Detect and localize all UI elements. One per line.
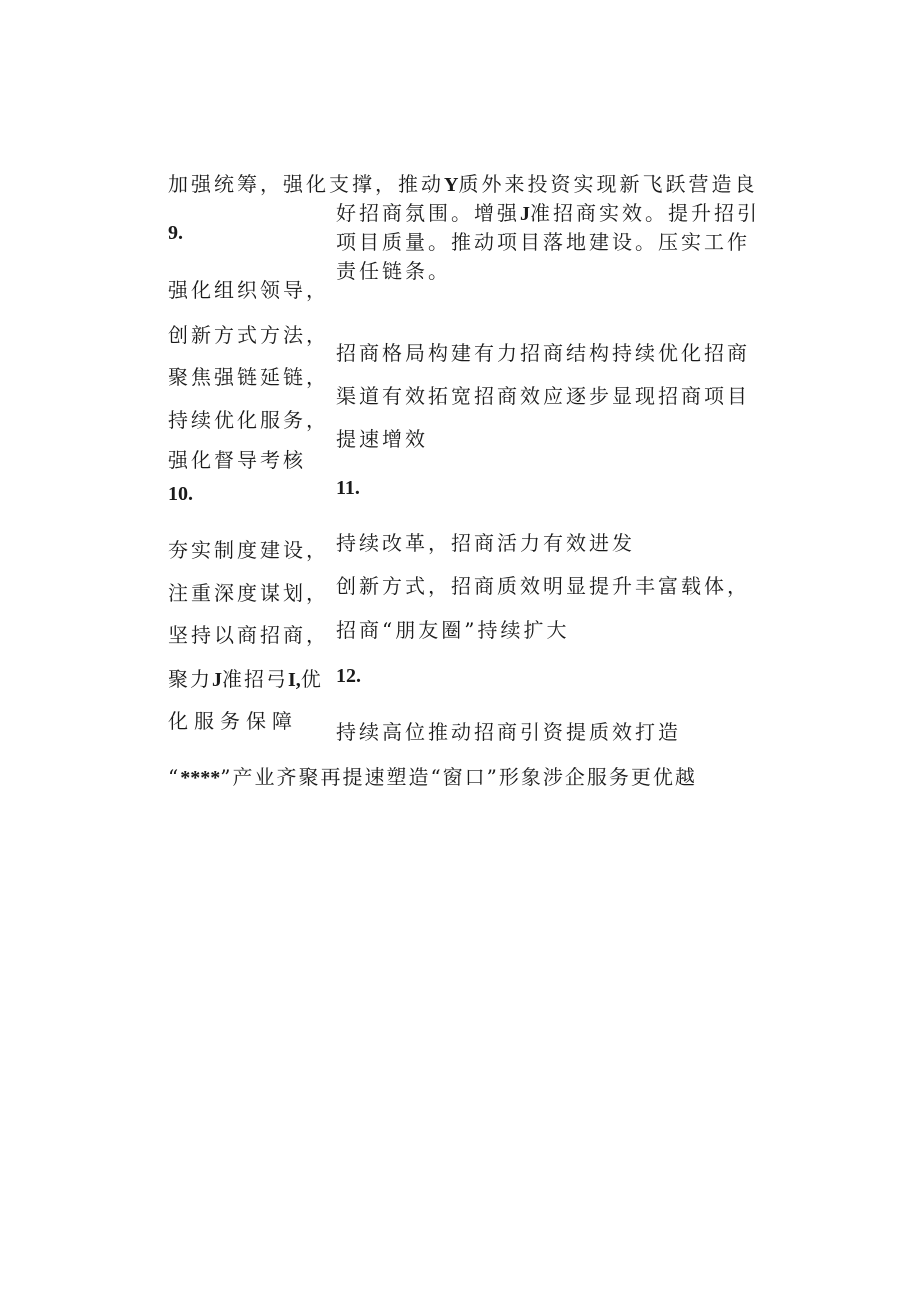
right1-line-1: 招商格局构建有力招商结构持续优化招商 [336,341,750,365]
right2-line-1: 持续改革，招商活力有效进发 [336,531,635,555]
section-number-10: 10. [168,483,193,505]
left1-item-4: 持续优化服务， [168,408,329,432]
left1-item-3: 聚焦强链延链， [168,365,329,389]
right1-line-2: 渠道有效拓宽招商效应逐步显现招商项目 [336,384,750,408]
intro-line-4: 责任链条。 [336,259,451,283]
left2-item-4: 聚力J准招弓I,优 [168,667,323,691]
left2-item-5-clip [168,709,338,733]
right1-line-3: 提速增效 [336,427,428,451]
right2-line-2: 创新方式，招商质效明显提升丰富载体， [336,574,750,598]
left2-item-1: 夯实制度建设， [168,538,329,562]
section-number-9: 9. [168,222,183,244]
left2-item-5: 化服务保障 [168,709,298,733]
intro-line-1: 加强统筹，强化支撑，推动Y质外来投资实现新飞跃营造良 [168,172,758,196]
left2-item-2: 注重深度谋划， [168,581,329,605]
intro-line-3: 项目质量。推动项目落地建设。压实工作 [336,230,750,254]
intro-line-2: 好招商氛围。增强J准招商实效。提升招引 [336,201,760,225]
left1-item-1: 强化组织领导， [168,278,329,302]
bottom-line: “****”产业齐聚再提速塑造“窗口”形象涉企服务更优越 [168,765,697,789]
right3-line-1: 持续高位推动招商引资提质效打造 [336,720,681,744]
left1-item-2: 创新方式方法， [168,323,329,347]
left2-item-3: 坚持以商招商， [168,623,329,647]
left1-item-5: 强化督导考核 [168,448,306,472]
left-column-1 [168,278,338,472]
section-number-12: 12. [336,665,361,687]
right2-line-3: 招商“朋友圈”持续扩大 [336,618,570,642]
section-number-11: 11. [336,477,360,499]
